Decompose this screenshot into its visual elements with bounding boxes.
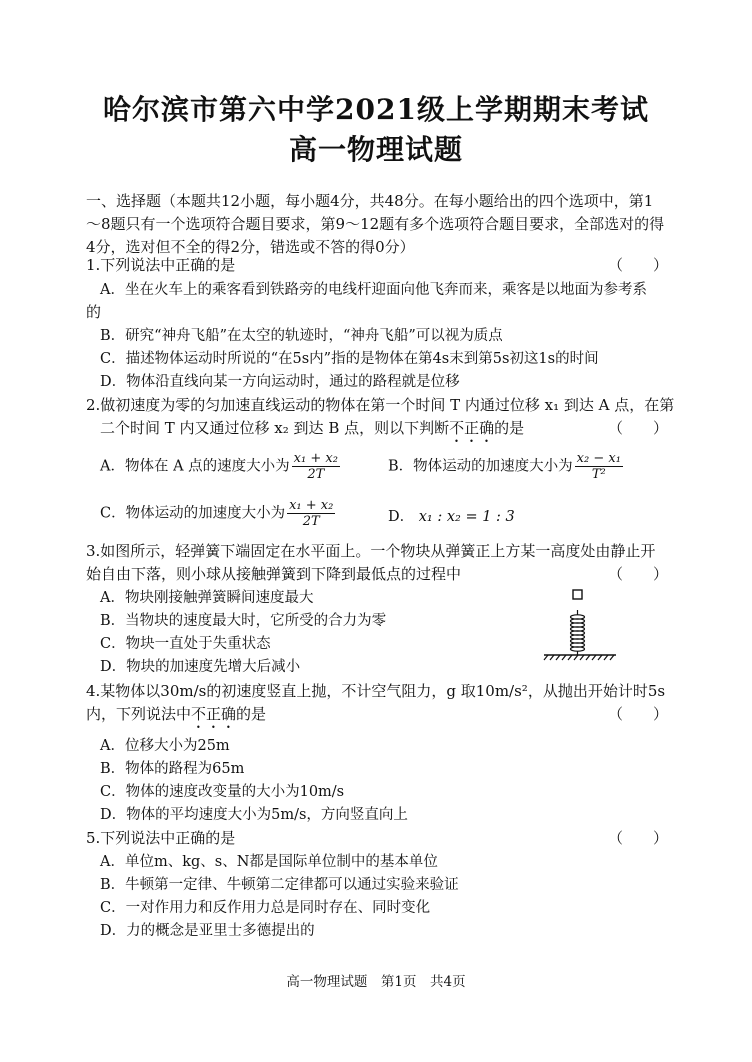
q2-option-c-text: C．物体运动的加速度大小为 xyxy=(100,505,286,522)
spring-block-diagram xyxy=(540,586,620,664)
q5-option-d: D．力的概念是亚里士多德提出的 xyxy=(100,923,315,939)
q2-emphasis: 不正确 xyxy=(449,419,495,437)
q3-option-c: C．物块一直处于失重状态 xyxy=(100,636,271,652)
block-icon xyxy=(573,590,582,599)
q4-option-a: A．位移大小为25m xyxy=(100,738,230,754)
q2-option-c xyxy=(100,498,335,529)
q4-stem-line1: 4.某物体以30m/s的初速度竖直上抛，不计空气阻力，g 取10m/s²，从抛出开始计时5s xyxy=(86,682,666,700)
q1-option-a-cont: 的 xyxy=(86,303,102,321)
q4-stem-end: 的是 xyxy=(236,705,267,723)
fraction-numerator: x₁ + x₂ xyxy=(289,498,334,513)
q5-stem: 5.下列说法中正确的是 xyxy=(86,829,236,847)
q3-option-d: D．物块的加速度先增大后减小 xyxy=(100,659,301,675)
q4-option-b: B．物体的路程为65m xyxy=(100,761,245,777)
exam-title: 哈尔滨市第六中学2021级上学期期末考试 xyxy=(103,93,649,126)
q5-answer-paren: （ ） xyxy=(608,829,669,847)
q2-option-d-text: D． xyxy=(388,509,415,525)
q3-answer-paren: （ ） xyxy=(608,565,669,583)
q5-option-c: C．一对作用力和反作用力总是同时存在、同时变化 xyxy=(100,900,431,916)
q2-option-a xyxy=(100,451,340,482)
q2-stem-line1: 2.做初速度为零的匀加速直线运动的物体在第一个时间 T 内通过位移 x₁ 到达 A 点，在第 xyxy=(86,396,675,414)
fraction-numerator: x₂ − x₁ xyxy=(576,451,621,466)
q1-option-c: C．描述物体运动时所说的“在5s内”指的是物体在第4s末到第5s初这1s的时间 xyxy=(100,351,599,367)
section-heading: 一、选择题（本题共12小题，每小题4分，共48分。在每小题给出的四个选项中，第1～8题只有一个选项符合题目要求，第9～12题有多个选项符合题目要求，全部选对的得4分，选对但不全的得2分，错选或不答的得0分） xyxy=(86,192,665,256)
q2-option-d xyxy=(388,505,515,526)
q5-option-b: B．牛顿第一定律、牛顿第二定律都可以通过实验来验证 xyxy=(100,877,459,893)
q3-option-a: A．物块刚接触弹簧瞬间速度最大 xyxy=(100,590,314,606)
q2-option-d-expression: x₁ : x₂ = 1 : 3 xyxy=(418,509,515,525)
q3-option-b: B．当物块的速度最大时，它所受的合力为零 xyxy=(100,613,387,629)
q2-option-b-fraction xyxy=(575,451,623,482)
q4-emphasis: 不正确 xyxy=(191,705,237,723)
q2-stem-text: 二个时间 T 内又通过位移 x₂ 到达 B 点，则以下判断 xyxy=(100,419,450,437)
fraction-numerator: x₁ + x₂ xyxy=(293,451,338,466)
q3-stem-line1: 3.如图所示，轻弹簧下端固定在水平面上。一个物块从弹簧正上方某一高度处由静止开 xyxy=(86,542,656,560)
q2-option-a-fraction xyxy=(292,451,340,482)
q2-answer-paren: （ ） xyxy=(608,419,669,437)
q1-stem: 1.下列说法中正确的是 xyxy=(86,256,236,274)
q4-stem-line2 xyxy=(86,703,266,732)
fraction-denominator: 2T xyxy=(307,467,325,482)
q4-option-c: C．物体的速度改变量的大小为10m/s xyxy=(100,784,345,800)
spring-icon xyxy=(571,610,585,655)
q2-option-b-text: B．物体运动的加速度大小为 xyxy=(388,458,573,475)
q1-option-a: A．坐在火车上的乘客看到铁路旁的电线杆迎面向他飞奔而来，乘客是以地面为参考系 xyxy=(100,282,647,298)
q1-option-d: D．物体沿直线向某一方向运动时，通过的路程就是位移 xyxy=(100,374,460,390)
q1-option-b: B．研究“神舟飞船”在太空的轨迹时，“神舟飞船”可以视为质点 xyxy=(100,328,503,344)
page-footer: 高一物理试题 第1页 共4页 xyxy=(286,974,466,990)
q4-stem-text: 内，下列说法中 xyxy=(86,705,192,723)
q2-option-c-fraction xyxy=(287,498,335,529)
q5-option-a: A．单位m、kg、s、N都是国际单位制中的基本单位 xyxy=(100,854,438,870)
q3-stem-line2: 始自由下落，则小球从接触弹簧到下降到最低点的过程中 xyxy=(86,565,462,583)
q2-option-b xyxy=(388,451,623,482)
q1-answer-paren: （ ） xyxy=(608,256,669,274)
fraction-denominator: T² xyxy=(591,467,606,482)
q4-option-d: D．物体的平均速度大小为5m/s，方向竖直向上 xyxy=(100,807,408,823)
q4-answer-paren: （ ） xyxy=(608,705,669,723)
exam-subtitle: 高一物理试题 xyxy=(288,133,463,166)
q2-option-a-text: A．物体在 A 点的速度大小为 xyxy=(100,458,290,475)
ground-icon xyxy=(544,655,616,660)
q2-stem-line2 xyxy=(100,417,524,446)
q2-stem-end: 的是 xyxy=(494,419,525,437)
fraction-denominator: 2T xyxy=(302,514,320,529)
